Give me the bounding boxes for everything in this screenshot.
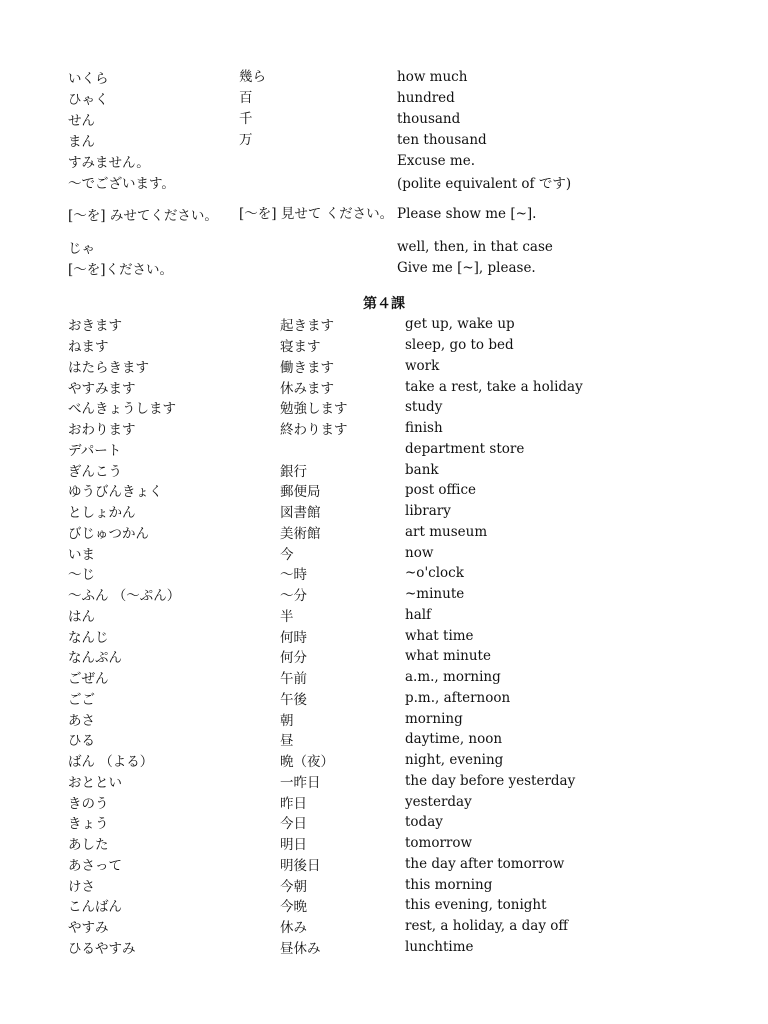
english-cell: (polite equivalent of です) — [397, 175, 572, 192]
kana-cell: [～を] みせてください。 — [68, 208, 218, 224]
kana-cell: せん — [68, 112, 95, 129]
english-cell: daytime, noon — [405, 731, 503, 748]
vocab-row — [68, 439, 708, 460]
english-cell: Give me [~], please. — [397, 259, 536, 276]
kana-cell: まん — [68, 133, 95, 150]
kana-cell: きょう — [68, 816, 109, 833]
vocab-row — [68, 812, 708, 833]
kanji-cell: 昼 — [280, 733, 294, 750]
english-cell: this morning — [405, 876, 493, 893]
vocab-row — [68, 335, 708, 356]
kanji-cell: 千 — [239, 110, 253, 127]
english-cell: art museum — [405, 523, 488, 540]
kana-cell: すみません。 — [68, 154, 150, 171]
kanji-cell: 働きます — [280, 359, 334, 376]
english-cell: tomorrow — [405, 835, 473, 852]
english-cell: post office — [405, 482, 477, 499]
kana-cell: あさ — [68, 712, 95, 729]
kana-cell: ひゃく — [68, 91, 109, 108]
vocab-row — [68, 522, 708, 543]
kana-cell: べんきょうします — [68, 401, 176, 418]
vocab-row — [68, 895, 708, 916]
vocab-row — [68, 192, 708, 236]
english-cell: Excuse me. — [397, 152, 476, 169]
vocab-row — [68, 171, 708, 192]
kana-cell: きのう — [68, 795, 109, 812]
english-cell: bank — [405, 461, 439, 478]
vocab-row — [68, 667, 708, 688]
english-cell: morning — [405, 710, 463, 727]
kanji-cell: 午前 — [280, 671, 307, 688]
kana-cell: ごぜん — [68, 671, 109, 688]
english-cell: get up, wake up — [405, 316, 515, 333]
kanji-cell: 一昨日 — [280, 774, 321, 791]
english-cell: what time — [405, 627, 474, 644]
kana-cell: ～じ — [68, 567, 95, 584]
english-cell: finish — [405, 420, 443, 437]
kanji-cell: 午後 — [280, 691, 307, 708]
vocab-row — [68, 584, 708, 605]
kanji-cell: [～を] 見せて ください。 — [239, 206, 394, 222]
english-cell: ~o'clock — [405, 565, 464, 582]
kanji-cell: 昨日 — [280, 795, 307, 812]
vocab-row — [68, 771, 708, 792]
kana-cell: ～ふん （～ぷん） — [68, 588, 181, 605]
kana-cell: ゆうびんきょく — [68, 484, 163, 501]
kanji-cell: 百 — [239, 89, 253, 106]
vocab-row — [68, 688, 708, 709]
kanji-cell: 今朝 — [280, 878, 307, 895]
kana-cell: けさ — [68, 878, 95, 895]
kanji-cell: ～分 — [280, 588, 307, 605]
kanji-cell: 明日 — [280, 837, 307, 854]
kana-cell: ねます — [68, 339, 109, 356]
kanji-cell: ～時 — [280, 567, 307, 584]
vocab-row — [68, 376, 708, 397]
english-cell: rest, a holiday, a day off — [405, 918, 568, 935]
vocab-row — [68, 625, 708, 646]
kanji-cell: 万 — [239, 131, 253, 148]
kanji-cell: 休み — [280, 920, 307, 937]
kana-cell: なんぷん — [68, 650, 122, 667]
kanji-cell: 半 — [280, 608, 294, 625]
english-cell: department store — [405, 440, 525, 457]
kana-cell: ～でございます。 — [68, 175, 175, 192]
vocab-row — [68, 356, 708, 377]
kanji-cell: 朝 — [280, 712, 294, 729]
kana-cell: なんじ — [68, 629, 109, 646]
vocab-row — [68, 937, 708, 958]
kanji-cell: 何時 — [280, 629, 307, 646]
kana-cell: デパート — [68, 442, 122, 459]
kana-cell: ぎんこう — [68, 463, 122, 480]
english-cell: well, then, in that case — [397, 238, 553, 255]
kana-cell: ごご — [68, 691, 95, 708]
kana-cell: あした — [68, 837, 109, 854]
kana-cell: おきます — [68, 318, 122, 335]
vocab-row — [68, 729, 708, 750]
english-cell: ~minute — [405, 586, 465, 603]
vocab-row — [68, 646, 708, 667]
kanji-cell: 明後日 — [280, 857, 321, 874]
english-cell: Please show me [~]. — [397, 206, 537, 222]
kana-cell: いま — [68, 546, 95, 563]
kana-cell: やすみます — [68, 380, 136, 397]
vocab-row — [68, 501, 708, 522]
english-cell: p.m., afternoon — [405, 689, 511, 706]
english-cell: how much — [397, 68, 468, 85]
vocab-row — [68, 257, 708, 278]
kana-cell: ひるやすみ — [68, 940, 136, 957]
vocab-row — [68, 150, 708, 171]
kana-cell: おわります — [68, 422, 136, 439]
english-cell: what minute — [405, 648, 491, 665]
kana-cell: はん — [68, 608, 95, 625]
english-cell: hundred — [397, 89, 455, 106]
kana-cell: [～を]ください。 — [68, 261, 174, 278]
kanji-cell: 寝ます — [280, 339, 321, 356]
kanji-cell: 郵便局 — [280, 484, 321, 501]
english-cell: work — [405, 357, 440, 374]
vocab-row — [68, 236, 708, 257]
kanji-cell: 今晩 — [280, 899, 307, 916]
english-cell: study — [405, 399, 443, 416]
vocab-row — [68, 605, 708, 626]
kanji-cell: 美術館 — [280, 525, 321, 542]
english-cell: today — [405, 814, 443, 831]
kana-cell: はたらきます — [68, 359, 149, 376]
kana-cell: やすみ — [68, 920, 109, 937]
english-cell: this evening, tonight — [405, 897, 547, 914]
vocab-row — [68, 129, 708, 150]
kana-cell: じゃ — [68, 240, 95, 257]
kanji-cell: 晩（夜） — [280, 754, 334, 771]
kanji-cell: 今日 — [280, 816, 307, 833]
vocab-row — [68, 791, 708, 812]
kanji-cell: 図書館 — [280, 505, 321, 522]
english-cell: yesterday — [405, 793, 472, 810]
vocab-row — [68, 750, 708, 771]
vocab-row — [68, 854, 708, 875]
vocab-row — [68, 66, 708, 87]
english-cell: now — [405, 544, 434, 561]
vocab-list-lesson-4 — [68, 314, 708, 957]
kana-cell: いくら — [68, 70, 109, 87]
vocab-row — [68, 418, 708, 439]
kanji-cell: 今 — [280, 546, 294, 563]
english-cell: half — [405, 606, 432, 623]
english-cell: the day after tomorrow — [405, 855, 565, 872]
english-cell: the day before yesterday — [405, 772, 576, 789]
kanji-cell: 終わります — [280, 422, 348, 439]
kana-cell: ばん （よる） — [68, 754, 154, 771]
vocab-row — [68, 563, 708, 584]
english-cell: take a rest, take a holiday — [405, 378, 583, 395]
vocab-row — [68, 459, 708, 480]
kana-cell: ひる — [68, 733, 95, 750]
vocab-row — [68, 397, 708, 418]
vocab-row — [68, 87, 708, 108]
english-cell: library — [405, 503, 451, 520]
kanji-cell: 起きます — [280, 318, 334, 335]
english-cell: a.m., morning — [405, 669, 501, 686]
kanji-cell: 勉強します — [280, 401, 348, 418]
kana-cell: あさって — [68, 857, 122, 874]
english-cell: night, evening — [405, 752, 504, 769]
kana-cell: おととい — [68, 774, 122, 791]
vocab-row — [68, 542, 708, 563]
english-cell: ten thousand — [397, 131, 487, 148]
english-cell: lunchtime — [405, 938, 474, 955]
kanji-cell: 銀行 — [280, 463, 307, 480]
english-cell: sleep, go to bed — [405, 337, 514, 354]
vocab-list-lesson-3-end — [68, 66, 708, 278]
kana-cell: こんばん — [68, 899, 122, 916]
english-cell: thousand — [397, 110, 461, 127]
vocab-row — [68, 314, 708, 335]
kana-cell: びじゅつかん — [68, 525, 149, 542]
vocab-row — [68, 108, 708, 129]
kanji-cell: 何分 — [280, 650, 307, 667]
lesson-title: 第４課 — [363, 296, 405, 312]
kanji-cell: 休みます — [280, 380, 334, 397]
kanji-cell: 幾ら — [239, 68, 266, 85]
vocab-row — [68, 833, 708, 854]
vocab-row — [68, 708, 708, 729]
kanji-cell: 昼休み — [280, 940, 321, 957]
vocab-row — [68, 916, 708, 937]
kana-cell: としょかん — [68, 505, 136, 522]
vocab-row — [68, 874, 708, 895]
vocab-row — [68, 480, 708, 501]
